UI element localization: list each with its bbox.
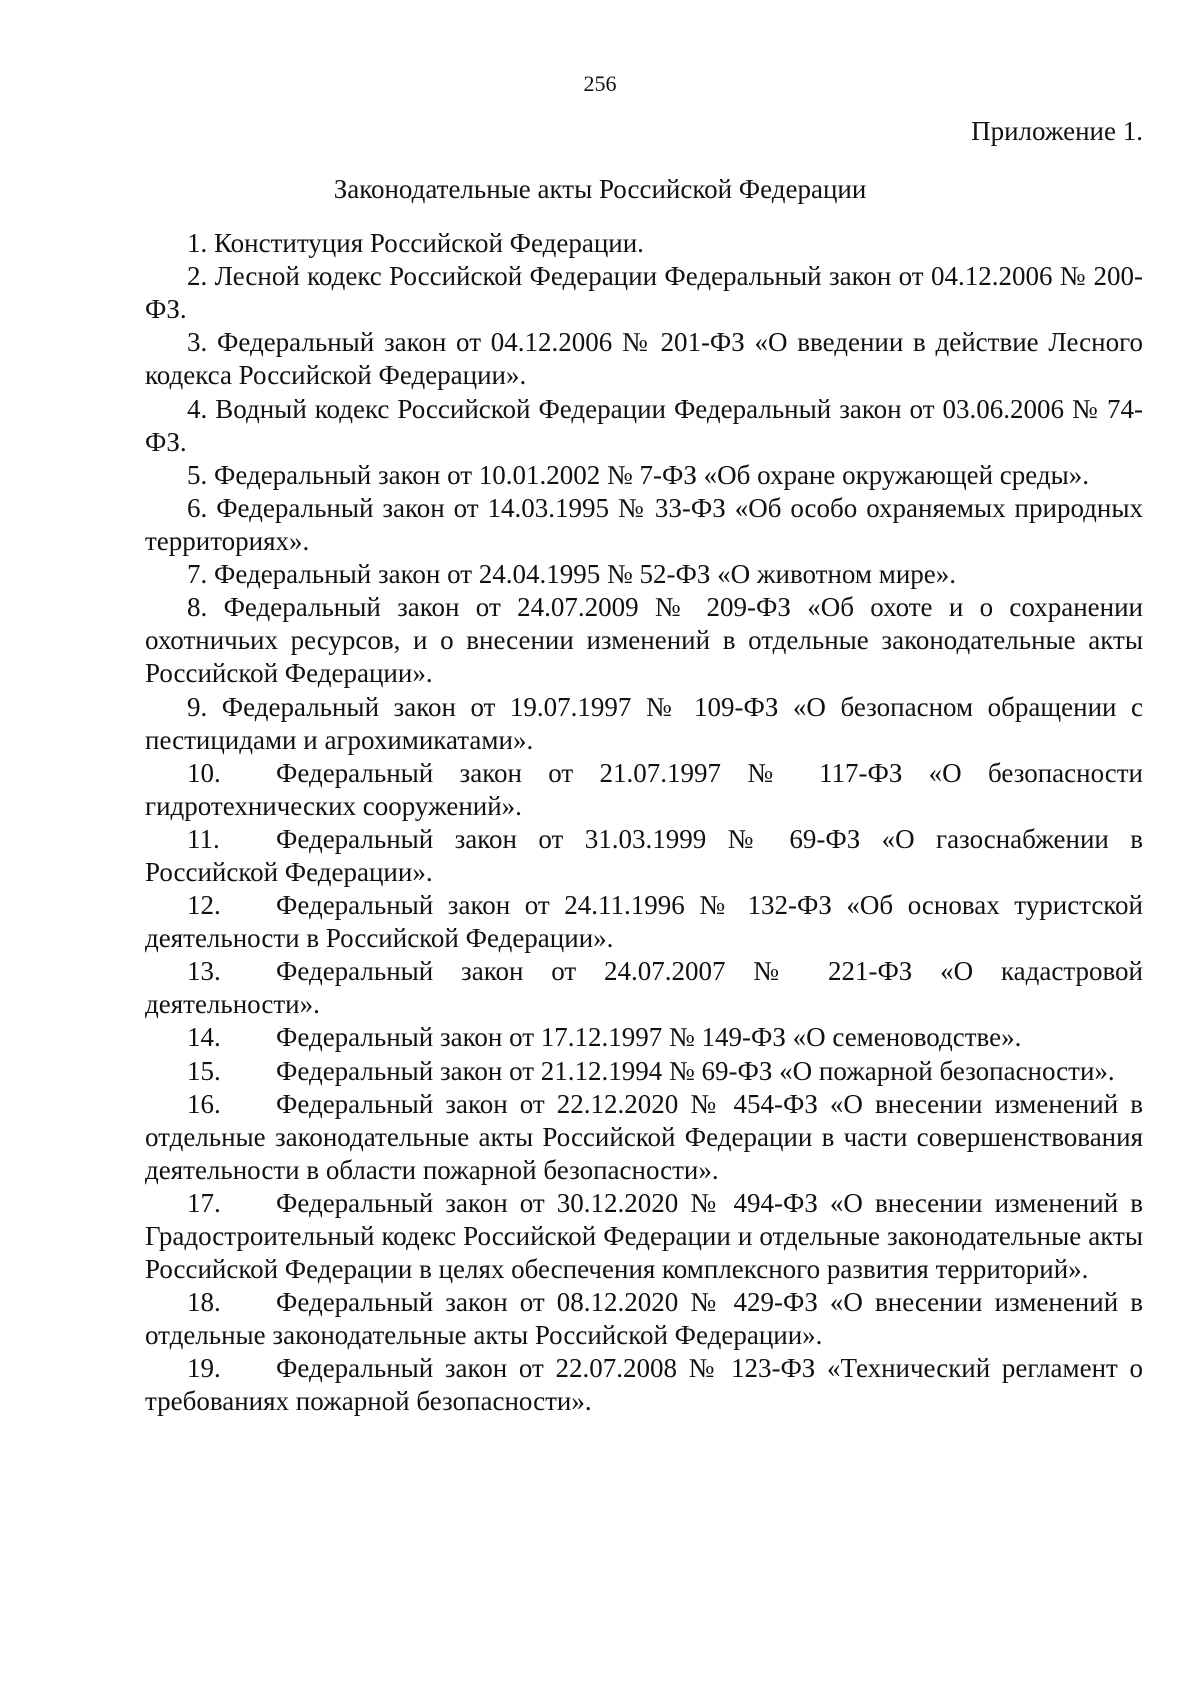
item-number: 4. [187,393,208,424]
item-text: Конституция Российской Федерации. [214,228,644,258]
list-item [145,889,1143,955]
list-item [145,955,1143,1021]
list-item [145,1286,1143,1352]
list-item [145,1187,1143,1286]
list-item [145,227,1143,260]
list-item [145,558,1143,591]
item-text: Федеральный закон от 14.03.1995 № 33-ФЗ «Об особо охраняемых природных территориях». [145,492,1144,556]
item-number: 11. [187,823,220,854]
list-item [145,757,1143,823]
item-number: 1. [187,228,208,258]
item-text: Федеральный закон от 21.07.1997 № 117-ФЗ «О безопасности гидротехнических сооружений». [145,757,1143,821]
item-text: Федеральный закон от 24.07.2009 № 209-ФЗ «Об охоте и о сохранении охотничьих ресурсов, и о внесении изменений в отдельные законодательные акты Российской Федерации». [145,592,1143,689]
item-text: Федеральный закон от 31.03.1999 № 69-ФЗ «О газоснабжении в Российской Федерации». [145,823,1143,887]
item-text: Федеральный закон от 24.07.2007 № 221-ФЗ «О кадастровой деятельности». [145,956,1143,1020]
list-item [145,1055,1143,1088]
item-number: 15. [187,1055,221,1086]
page-number: 256 [583,71,617,96]
legislation-list [145,227,1143,1419]
item-number: 18. [187,1287,221,1318]
item-number: 7. [187,559,208,590]
list-item [145,393,1143,459]
item-number: 10. [187,757,221,788]
item-number: 6. [187,492,208,523]
appendix-label: Приложение 1. [971,116,1143,146]
document-title: Законодательные акты Российской Федерации [333,174,867,204]
item-text: Федеральный закон от 10.01.2002 № 7-ФЗ «Об охране окружающей среды». [214,459,1090,490]
item-text: Федеральный закон от 24.04.1995 № 52-ФЗ «О животном мире». [214,559,957,590]
list-item [145,1088,1143,1187]
item-text: Федеральный закон от 24.11.1996 № 132-ФЗ «Об основах туристской деятельности в Российской Федерации». [145,890,1143,954]
item-number: 12. [187,890,221,921]
list-item [145,591,1143,690]
item-text: Федеральный закон от 22.07.2008 № 123-ФЗ «Технический регламент о требованиях пожарной безопасности». [145,1353,1143,1417]
item-number: 13. [187,956,221,987]
item-number: 19. [187,1353,221,1384]
item-number: 16. [187,1088,221,1119]
list-item [145,326,1143,392]
item-number: 17. [187,1188,221,1218]
item-text: Федеральный закон от 17.12.1997 № 149-ФЗ «О семеноводстве». [276,1022,1022,1053]
list-item [145,1021,1143,1054]
item-text: Федеральный закон от 08.12.2020 № 429-ФЗ «О внесении изменений в отдельные законодательные акты Российской Федерации». [145,1287,1143,1351]
item-number: 5. [187,459,208,490]
list-item [145,1352,1143,1418]
item-number: 14. [187,1022,221,1053]
item-text: Лесной кодекс Российской Федерации Федеральный закон от 04.12.2006 № 200-ФЗ. [145,261,1143,325]
list-item [145,823,1143,889]
item-text: Федеральный закон от 04.12.2006 № 201-ФЗ «О введении в действие Лесного кодекса Российской Федерации». [145,327,1144,391]
item-number: 8. [187,592,208,623]
list-item [145,691,1143,757]
item-text: Федеральный закон от 22.12.2020 № 454-ФЗ «О внесении изменений в отдельные законодательные акты Российской Федерации в части совершенствования деятельности в области пожарной безопасности». [145,1088,1143,1185]
item-text: Водный кодекс Российской Федерации Федеральный закон от 03.06.2006 № 74-ФЗ. [145,393,1144,457]
list-item [145,459,1143,492]
item-number: 3. [187,327,208,358]
list-item [145,492,1143,558]
item-text: Федеральный закон от 30.12.2020 № 494-ФЗ «О внесении изменений в Градостроительный кодекс Российской Федерации и отдельные законодательные акты Российской Федерации в целях обеспечения комплексного развития территорий». [145,1188,1143,1284]
item-text: Федеральный закон от 21.12.1994 № 69-ФЗ «О пожарной безопасности». [276,1055,1115,1086]
item-number: 2. [187,261,208,292]
item-number: 9. [187,691,208,722]
item-text: Федеральный закон от 19.07.1997 № 109-ФЗ «О безопасном обращении с пестицидами и агрохимикатами». [145,691,1144,755]
list-item [145,260,1143,326]
